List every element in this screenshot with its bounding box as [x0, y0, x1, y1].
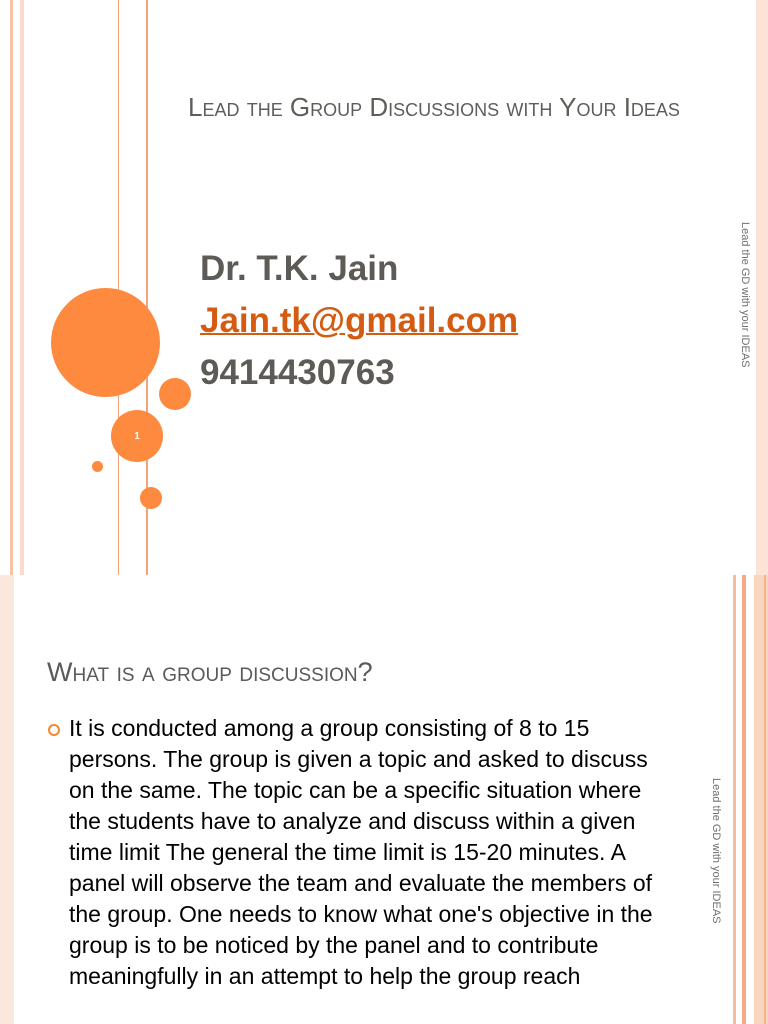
content-slide: [0, 575, 768, 1024]
slide-number: 1: [134, 430, 140, 442]
author-email-link[interactable]: Jain.tk@gmail.com: [200, 301, 519, 340]
decorative-circle-medium: [159, 378, 191, 410]
decorative-stripe: [764, 575, 766, 1024]
bullet-text: It is conducted among a group consisting of 8 to 15 persons. The group is given a topic and asked to discuss on the same. The topic can be a specific situation where the students have to analyze and discuss within a given time limit The general the time limit is 15-20 minutes. A panel will observe the team and evaluate the members of the group. One needs to know what one's objective in the group is to be noticed by the panel and to contribute meaningfully in an attempt to help the group reach: [69, 715, 653, 989]
list-item: [46, 713, 666, 992]
decorative-stripe: [118, 0, 119, 575]
decorative-stripe: [742, 575, 746, 1024]
decorative-circle-tiny: [92, 461, 103, 472]
decorative-stripe: [733, 575, 736, 1024]
decorative-stripe: [10, 0, 13, 575]
slide-title: What is a group discussion?: [47, 657, 373, 687]
decorative-circle-large: [51, 288, 160, 397]
slide-title: Lead the Group Discussions with Your Ideas: [188, 92, 680, 122]
decorative-stripe: [0, 575, 14, 1024]
author-name: Dr. T.K. Jain: [200, 249, 399, 288]
author-phone: 9414430763: [200, 353, 395, 392]
bullet-list: [46, 713, 666, 992]
side-footer-label: Lead the GD with your IDEAS: [710, 778, 722, 924]
decorative-circle-small: [140, 487, 162, 509]
decorative-stripe: [756, 0, 768, 575]
bullet-circle-icon: [48, 724, 60, 736]
side-footer-label: Lead the GD with your IDEAS: [739, 222, 751, 368]
author-block: [200, 243, 518, 399]
decorative-stripe: [20, 0, 24, 575]
slide-number-badge: [111, 410, 163, 462]
